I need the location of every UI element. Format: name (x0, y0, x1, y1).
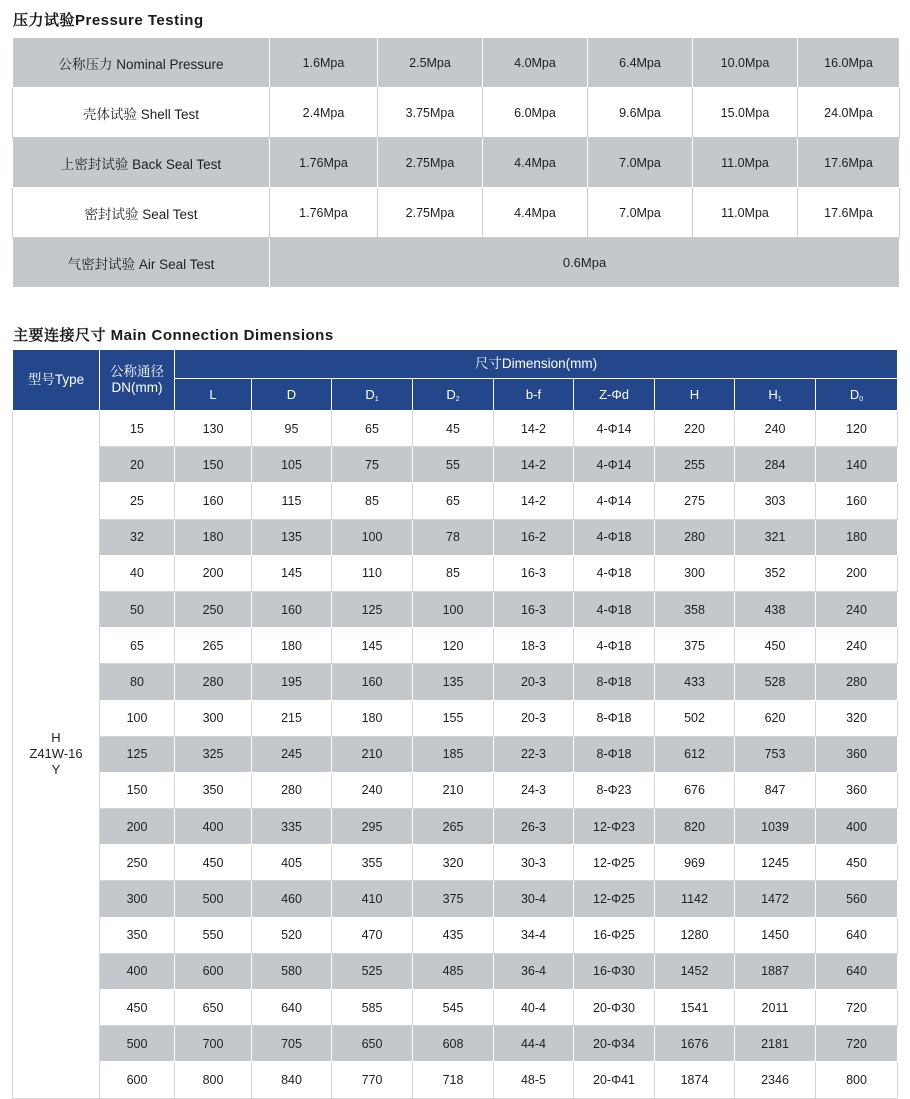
dimension-value-cell: 400 (175, 809, 252, 845)
pressure-row (13, 138, 900, 188)
dimension-value-cell: 275 (655, 483, 735, 519)
dimension-value-cell: 36-4 (494, 953, 574, 989)
dimension-value-cell: 20-Φ34 (574, 1026, 655, 1062)
dimension-value-cell: 12-Φ25 (574, 881, 655, 917)
main-connection-dimensions-title: 主要连接尺寸 Main Connection Dimensions (13, 327, 334, 344)
dimension-value-cell: 435 (413, 917, 494, 953)
dimension-value-cell: 280 (816, 664, 898, 700)
dimension-value-cell: 2346 (735, 1062, 816, 1098)
dimension-row (13, 447, 898, 483)
dimension-value-cell: 280 (655, 519, 735, 555)
pressure-value-cell: 24.0Mpa (798, 88, 900, 138)
air-seal-value: 0.6Mpa (270, 238, 900, 288)
dimension-value-cell: 14-2 (494, 447, 574, 483)
dn-cell: 25 (100, 483, 175, 519)
dimension-value-cell: 800 (175, 1062, 252, 1098)
dimension-value-cell: 8-Φ23 (574, 772, 655, 808)
dimension-value-cell: 265 (175, 628, 252, 664)
dimension-value-cell: 321 (735, 519, 816, 555)
dimension-value-cell: 560 (816, 881, 898, 917)
dimension-value-cell: 155 (413, 700, 494, 736)
dimension-row (13, 1026, 898, 1062)
dimension-value-cell: 1039 (735, 809, 816, 845)
dimension-value-cell: 200 (816, 555, 898, 591)
dimension-value-cell: 78 (413, 519, 494, 555)
dimension-value-cell: 718 (413, 1062, 494, 1098)
dn-cell: 150 (100, 772, 175, 808)
dimension-value-cell: 640 (816, 917, 898, 953)
column-header-subscript: 0 (859, 395, 864, 403)
dimension-value-cell: 2011 (735, 990, 816, 1026)
dn-cell: 200 (100, 809, 175, 845)
dimension-value-cell: 150 (175, 447, 252, 483)
pressure-value-cell: 9.6Mpa (588, 88, 693, 138)
header-dn-line2: DN(mm) (111, 380, 163, 395)
pressure-value-cell: 1.76Mpa (270, 138, 378, 188)
dimension-value-cell: 700 (175, 1026, 252, 1062)
dn-cell: 65 (100, 628, 175, 664)
dimension-value-cell: 16-2 (494, 519, 574, 555)
dn-cell: 100 (100, 700, 175, 736)
dimension-value-cell: 608 (413, 1026, 494, 1062)
dn-cell: 40 (100, 555, 175, 591)
dimension-value-cell: 355 (332, 845, 413, 881)
dimension-value-cell: 135 (252, 519, 332, 555)
dimension-value-cell: 125 (332, 591, 413, 627)
dimension-row (13, 809, 898, 845)
dimension-value-cell: 130 (175, 411, 252, 447)
dimension-value-cell: 280 (175, 664, 252, 700)
dn-cell: 300 (100, 881, 175, 917)
pressure-value-cell: 11.0Mpa (693, 188, 798, 238)
dimension-value-cell: 16-3 (494, 555, 574, 591)
column-header-base: b-f (525, 387, 542, 402)
dimension-value-cell: 969 (655, 845, 735, 881)
dimension-value-cell: 100 (413, 591, 494, 627)
dimension-value-cell: 1245 (735, 845, 816, 881)
dimension-value-cell: 85 (413, 555, 494, 591)
dimension-value-cell: 753 (735, 736, 816, 772)
dimension-value-cell: 14-2 (494, 411, 574, 447)
dimension-value-cell: 185 (413, 736, 494, 772)
dimension-value-cell: 255 (655, 447, 735, 483)
dimension-value-cell: 1472 (735, 881, 816, 917)
dimension-value-cell: 180 (816, 519, 898, 555)
dimension-value-cell: 545 (413, 990, 494, 1026)
header-dn (100, 350, 175, 411)
dimension-value-cell: 1874 (655, 1062, 735, 1098)
pressure-value-cell: 2.5Mpa (378, 38, 483, 88)
dimension-value-cell: 240 (332, 772, 413, 808)
dimension-value-cell: 26-3 (494, 809, 574, 845)
column-header-base: H (689, 387, 700, 402)
dimension-value-cell: 44-4 (494, 1026, 574, 1062)
pressure-value-cell: 2.4Mpa (270, 88, 378, 138)
dn-cell: 400 (100, 953, 175, 989)
dimension-value-cell: 520 (252, 917, 332, 953)
column-header-subscript: 2 (455, 395, 460, 403)
dimension-value-cell: 4-Φ18 (574, 628, 655, 664)
dn-cell: 125 (100, 736, 175, 772)
dimension-value-cell: 433 (655, 664, 735, 700)
dimension-value-cell: 720 (816, 1026, 898, 1062)
dimension-value-cell: 438 (735, 591, 816, 627)
dimension-value-cell: 820 (655, 809, 735, 845)
dimension-value-cell: 48-5 (494, 1062, 574, 1098)
dimension-value-cell: 140 (816, 447, 898, 483)
dimension-row (13, 953, 898, 989)
dimension-value-cell: 135 (413, 664, 494, 700)
dimension-row (13, 881, 898, 917)
dimension-value-cell: 460 (252, 881, 332, 917)
dimension-value-cell: 320 (816, 700, 898, 736)
dimension-value-cell: 240 (735, 411, 816, 447)
dimension-row (13, 736, 898, 772)
dimension-value-cell: 360 (816, 772, 898, 808)
dimension-value-cell: 210 (413, 772, 494, 808)
dimension-column-header (735, 379, 816, 411)
dimension-value-cell: 4-Φ18 (574, 555, 655, 591)
pressure-testing-table (12, 37, 900, 288)
pressure-row (13, 88, 900, 138)
pressure-row-label: 上密封试验 Back Seal Test (13, 138, 270, 188)
dimension-value-cell: 160 (175, 483, 252, 519)
column-header-base: L (209, 387, 217, 402)
dimension-value-cell: 8-Φ18 (574, 736, 655, 772)
dimension-value-cell: 85 (332, 483, 413, 519)
dimension-column-header (252, 379, 332, 411)
dimension-value-cell: 250 (175, 591, 252, 627)
pressure-value-cell: 17.6Mpa (798, 138, 900, 188)
header-dn-line1: 公称通径 (110, 364, 164, 379)
dimension-value-cell: 800 (816, 1062, 898, 1098)
dimension-row (13, 591, 898, 627)
pressure-value-cell: 11.0Mpa (693, 138, 798, 188)
dimension-value-cell: 240 (816, 591, 898, 627)
dimension-value-cell: 180 (252, 628, 332, 664)
dimension-value-cell: 770 (332, 1062, 413, 1098)
dimension-value-cell: 2181 (735, 1026, 816, 1062)
dimension-value-cell: 215 (252, 700, 332, 736)
model-type-cell (13, 411, 100, 1099)
dimension-value-cell: 30-4 (494, 881, 574, 917)
dimension-value-cell: 375 (413, 881, 494, 917)
header-type: 型号Type (13, 350, 100, 411)
dimension-value-cell: 284 (735, 447, 816, 483)
dn-cell: 250 (100, 845, 175, 881)
dimension-value-cell: 22-3 (494, 736, 574, 772)
dimension-value-cell: 240 (816, 628, 898, 664)
pressure-row (13, 38, 900, 88)
dimension-value-cell: 30-3 (494, 845, 574, 881)
dimension-column-header (655, 379, 735, 411)
pressure-value-cell: 10.0Mpa (693, 38, 798, 88)
dimension-column-header (175, 379, 252, 411)
dimension-value-cell: 300 (175, 700, 252, 736)
dimension-value-cell: 620 (735, 700, 816, 736)
dimension-value-cell: 18-3 (494, 628, 574, 664)
dimension-row (13, 411, 898, 447)
dimension-value-cell: 1887 (735, 953, 816, 989)
dimension-value-cell: 650 (332, 1026, 413, 1062)
air-seal-label: 气密封试验 Air Seal Test (13, 238, 270, 288)
dimension-row (13, 664, 898, 700)
dimension-value-cell: 16-Φ30 (574, 953, 655, 989)
model-type-line: H (51, 730, 61, 746)
dimension-value-cell: 360 (816, 736, 898, 772)
column-header-subscript: 1 (374, 395, 379, 403)
dimension-value-cell: 358 (655, 591, 735, 627)
dimension-value-cell: 100 (332, 519, 413, 555)
dimension-value-cell: 4-Φ14 (574, 483, 655, 519)
dimension-row (13, 772, 898, 808)
dimension-value-cell: 525 (332, 953, 413, 989)
dimension-value-cell: 20-3 (494, 700, 574, 736)
dimension-value-cell: 840 (252, 1062, 332, 1098)
dimension-value-cell: 4-Φ18 (574, 519, 655, 555)
dimension-value-cell: 1676 (655, 1026, 735, 1062)
dimension-value-cell: 300 (655, 555, 735, 591)
dimension-row (13, 1062, 898, 1098)
dimension-value-cell: 705 (252, 1026, 332, 1062)
dimension-value-cell: 1452 (655, 953, 735, 989)
dimension-column-header (574, 379, 655, 411)
pressure-value-cell: 1.76Mpa (270, 188, 378, 238)
pressure-value-cell: 3.75Mpa (378, 88, 483, 138)
dimension-value-cell: 180 (175, 519, 252, 555)
dimension-value-cell: 245 (252, 736, 332, 772)
column-header-base: H (768, 386, 778, 402)
column-header-base: D (286, 387, 297, 402)
pressure-value-cell: 6.0Mpa (483, 88, 588, 138)
dimension-value-cell: 1450 (735, 917, 816, 953)
dimension-value-cell: 400 (816, 809, 898, 845)
dimension-value-cell: 65 (332, 411, 413, 447)
dimension-value-cell: 502 (655, 700, 735, 736)
pressure-value-cell: 7.0Mpa (588, 188, 693, 238)
dimension-value-cell: 500 (175, 881, 252, 917)
column-header-base: D (446, 386, 456, 402)
dimension-value-cell: 1142 (655, 881, 735, 917)
dimension-value-cell: 410 (332, 881, 413, 917)
dimension-value-cell: 210 (332, 736, 413, 772)
dimension-value-cell: 14-2 (494, 483, 574, 519)
dimension-row (13, 990, 898, 1026)
dimension-value-cell: 325 (175, 736, 252, 772)
dimension-value-cell: 110 (332, 555, 413, 591)
dimension-value-cell: 676 (655, 772, 735, 808)
pressure-value-cell: 6.4Mpa (588, 38, 693, 88)
dimension-value-cell: 120 (413, 628, 494, 664)
dimension-value-cell: 65 (413, 483, 494, 519)
dimension-value-cell: 40-4 (494, 990, 574, 1026)
pressure-value-cell: 17.6Mpa (798, 188, 900, 238)
dn-cell: 80 (100, 664, 175, 700)
model-type-line: Y (51, 762, 61, 778)
dimension-value-cell: 145 (252, 555, 332, 591)
dimension-value-cell: 612 (655, 736, 735, 772)
dimension-value-cell: 265 (413, 809, 494, 845)
model-type-line: Z41W-16 (29, 746, 83, 762)
pressure-row-label: 公称压力 Nominal Pressure (13, 38, 270, 88)
pressure-value-cell: 16.0Mpa (798, 38, 900, 88)
dimension-value-cell: 8-Φ18 (574, 700, 655, 736)
dimension-value-cell: 650 (175, 990, 252, 1026)
dimension-value-cell: 160 (816, 483, 898, 519)
dimension-value-cell: 335 (252, 809, 332, 845)
dimension-value-cell: 350 (175, 772, 252, 808)
dimension-value-cell: 1541 (655, 990, 735, 1026)
dimension-value-cell: 115 (252, 483, 332, 519)
dimension-value-cell: 485 (413, 953, 494, 989)
dimension-value-cell: 24-3 (494, 772, 574, 808)
dimension-column-header (332, 379, 413, 411)
pressure-value-cell: 4.4Mpa (483, 188, 588, 238)
dn-cell: 32 (100, 519, 175, 555)
pressure-value-cell: 4.0Mpa (483, 38, 588, 88)
column-header-base: Z-Φd (599, 387, 629, 402)
column-header-subscript: 1 (777, 395, 782, 403)
header-dimension: 尺寸Dimension(mm) (175, 350, 898, 379)
pressure-value-cell: 2.75Mpa (378, 138, 483, 188)
dimension-value-cell: 195 (252, 664, 332, 700)
dimension-value-cell: 120 (816, 411, 898, 447)
dimension-value-cell: 220 (655, 411, 735, 447)
dimension-value-cell: 180 (332, 700, 413, 736)
pressure-value-cell: 2.75Mpa (378, 188, 483, 238)
dimension-value-cell: 34-4 (494, 917, 574, 953)
dimension-value-cell: 580 (252, 953, 332, 989)
dimension-value-cell: 550 (175, 917, 252, 953)
dimension-column-header (413, 379, 494, 411)
dimension-row (13, 845, 898, 881)
dimension-value-cell: 847 (735, 772, 816, 808)
main-connection-dimensions-table (12, 349, 898, 1099)
dimension-value-cell: 105 (252, 447, 332, 483)
dn-cell: 15 (100, 411, 175, 447)
dimension-value-cell: 55 (413, 447, 494, 483)
dimension-column-header (816, 379, 898, 411)
pressure-row-label: 壳体试验 Shell Test (13, 88, 270, 138)
pressure-testing-title: 压力试验Pressure Testing (13, 12, 204, 29)
dimension-value-cell: 4-Φ14 (574, 411, 655, 447)
dimension-column-header (494, 379, 574, 411)
dimension-value-cell: 145 (332, 628, 413, 664)
dimension-value-cell: 45 (413, 411, 494, 447)
column-header-base: D (365, 386, 375, 402)
dimension-value-cell: 20-Φ41 (574, 1062, 655, 1098)
pressure-value-cell: 7.0Mpa (588, 138, 693, 188)
dimension-value-cell: 160 (252, 591, 332, 627)
dimension-value-cell: 320 (413, 845, 494, 881)
column-header-base: D (849, 386, 860, 402)
dimension-value-cell: 75 (332, 447, 413, 483)
dn-cell: 50 (100, 591, 175, 627)
dn-cell: 350 (100, 917, 175, 953)
dimension-value-cell: 720 (816, 990, 898, 1026)
dimension-row (13, 700, 898, 736)
dimension-row (13, 917, 898, 953)
dimension-row (13, 555, 898, 591)
dimension-value-cell: 450 (816, 845, 898, 881)
pressure-row-air-seal (13, 238, 900, 288)
dimension-value-cell: 352 (735, 555, 816, 591)
dn-cell: 450 (100, 990, 175, 1026)
dimension-value-cell: 4-Φ18 (574, 591, 655, 627)
pressure-row-label: 密封试验 Seal Test (13, 188, 270, 238)
dimension-value-cell: 160 (332, 664, 413, 700)
dimension-value-cell: 585 (332, 990, 413, 1026)
pressure-value-cell: 4.4Mpa (483, 138, 588, 188)
dimension-value-cell: 200 (175, 555, 252, 591)
dn-cell: 20 (100, 447, 175, 483)
dimension-row (13, 483, 898, 519)
dimension-value-cell: 303 (735, 483, 816, 519)
dimension-value-cell: 12-Φ23 (574, 809, 655, 845)
dimension-value-cell: 640 (816, 953, 898, 989)
dimension-row (13, 519, 898, 555)
dimension-value-cell: 470 (332, 917, 413, 953)
dimension-row (13, 628, 898, 664)
dimension-value-cell: 16-Φ25 (574, 917, 655, 953)
pressure-value-cell: 1.6Mpa (270, 38, 378, 88)
dimension-value-cell: 4-Φ14 (574, 447, 655, 483)
dimension-value-cell: 16-3 (494, 591, 574, 627)
pressure-row (13, 188, 900, 238)
dimension-value-cell: 450 (735, 628, 816, 664)
dimension-value-cell: 95 (252, 411, 332, 447)
dimension-value-cell: 280 (252, 772, 332, 808)
dimension-value-cell: 528 (735, 664, 816, 700)
dimension-value-cell: 405 (252, 845, 332, 881)
dimension-value-cell: 20-3 (494, 664, 574, 700)
dimension-value-cell: 20-Φ30 (574, 990, 655, 1026)
dimension-value-cell: 600 (175, 953, 252, 989)
dimension-value-cell: 1280 (655, 917, 735, 953)
dimension-value-cell: 295 (332, 809, 413, 845)
dn-cell: 600 (100, 1062, 175, 1098)
pressure-value-cell: 15.0Mpa (693, 88, 798, 138)
dimension-value-cell: 450 (175, 845, 252, 881)
dn-cell: 500 (100, 1026, 175, 1062)
dimension-value-cell: 640 (252, 990, 332, 1026)
dimension-value-cell: 8-Φ18 (574, 664, 655, 700)
dimension-value-cell: 12-Φ25 (574, 845, 655, 881)
dimension-value-cell: 375 (655, 628, 735, 664)
